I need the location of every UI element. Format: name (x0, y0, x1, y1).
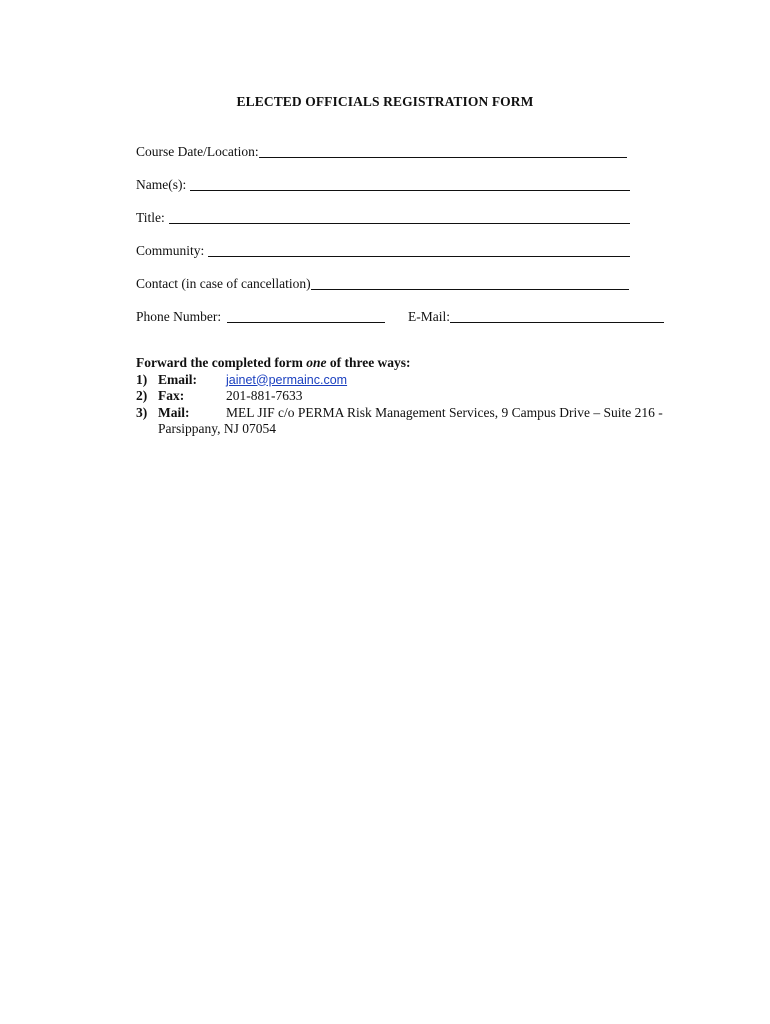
method-number: 1) (136, 371, 148, 387)
names-blank[interactable] (190, 178, 630, 191)
title-field[interactable] (136, 208, 630, 226)
instructions-heading: Forward the completed form one of three ways: (136, 355, 411, 370)
method-label: Mail: (158, 404, 190, 420)
phone-field[interactable] (136, 307, 385, 325)
course-date-location-field[interactable] (136, 142, 627, 160)
method-fax (136, 388, 696, 405)
title-label: Title: (136, 210, 165, 225)
method-label: Email: (158, 371, 197, 387)
mail-address-continuation: Parsippany, NJ 07054 (158, 421, 276, 436)
form-title: ELECTED OFFICIALS REGISTRATION FORM (236, 94, 534, 109)
email-label: E-Mail: (408, 309, 450, 324)
course-date-location-blank[interactable] (259, 145, 627, 158)
email-link[interactable]: jainet@permainc.com (226, 372, 348, 387)
title-blank[interactable] (169, 211, 630, 224)
course-date-location-label: Course Date/Location: (136, 144, 259, 159)
mail-address: MEL JIF c/o PERMA Risk Management Services, 9 Campus Drive – Suite 216 - (226, 404, 663, 420)
phone-blank[interactable] (227, 310, 385, 323)
phone-label: Phone Number: (136, 309, 222, 324)
contact-blank[interactable] (311, 277, 629, 290)
method-number: 3) (136, 404, 148, 420)
email-field[interactable] (408, 307, 664, 325)
method-label: Fax: (158, 388, 185, 403)
email-blank[interactable] (450, 310, 664, 323)
method-number: 2) (136, 388, 148, 403)
instructions (136, 355, 696, 438)
fax-number: 201-881-7633 (226, 388, 303, 403)
contact-field[interactable] (136, 274, 629, 292)
community-field[interactable] (136, 241, 630, 259)
contact-label: Contact (in case of cancellation) (136, 276, 311, 291)
community-label: Community: (136, 243, 205, 258)
names-field[interactable] (136, 175, 630, 193)
names-label: Name(s): (136, 177, 187, 192)
method-mail (136, 405, 696, 422)
method-email (136, 372, 696, 389)
community-blank[interactable] (208, 244, 630, 257)
